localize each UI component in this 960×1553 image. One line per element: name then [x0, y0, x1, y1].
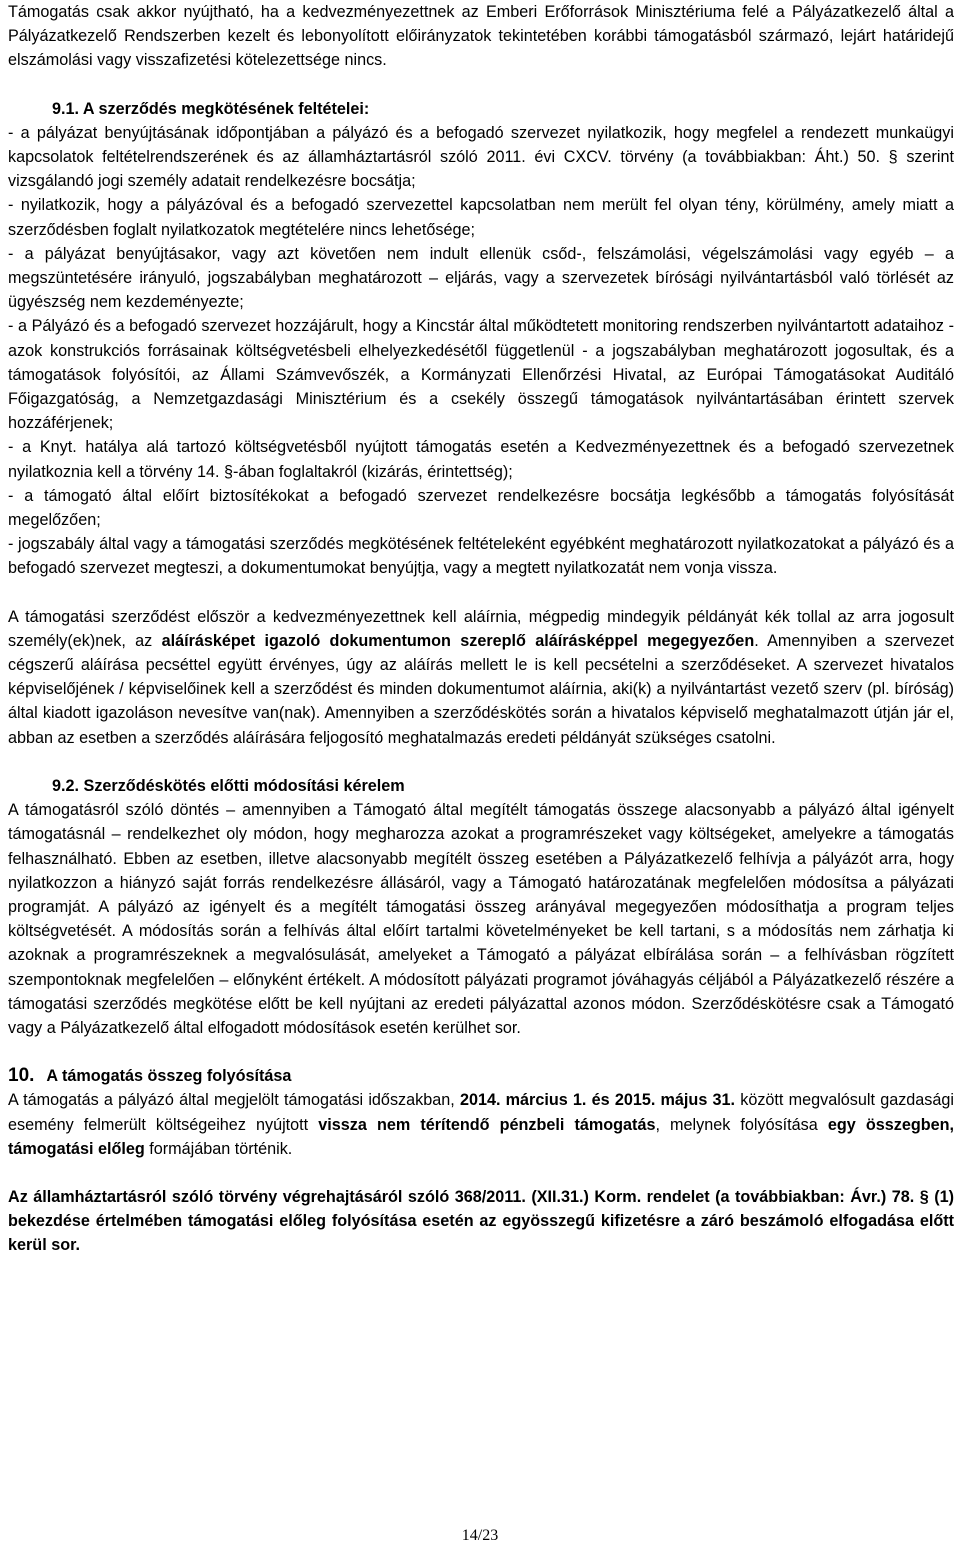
section-number: 9.1.: [52, 99, 80, 118]
section-title: Szerződéskötés előtti módosítási kérelem: [83, 776, 405, 795]
section-title: A szerződés megkötésének feltételei:: [82, 99, 370, 118]
condition-item: - a Knyt. hatálya alá tartozó költségvetésből nyújtott támogatás esetén a Kedvezményezettnek és a befogadó szervezetnek nyilatkoznia kell a törvény 14. §-ában foglaltakról (kizárás, érintettség);: [8, 438, 954, 481]
payment-form: egy összegben, támogatási előleg: [8, 1115, 954, 1158]
condition-item: - a pályázat benyújtásának időpontjában a pályázó és a befogadó szervezet nyilatkozik, hogy megfelel a rendezett munkaügyi kapcsolatok feltételrendszerének és az államháztartásról szóló 2011. évi CXCV. törvény (a továbbiakban: Áht.) 50. § szerint vizsgálandó jogi személy adatait rendelkezésre bocsátja;: [8, 123, 954, 191]
signature-requirement: aláírásképet igazoló dokumentumon szereplő aláírásképpel megegyezően: [161, 631, 755, 650]
grant-type: vissza nem térítendő pénzbeli támogatás: [318, 1115, 656, 1134]
condition-item: - nyilatkozik, hogy a pályázóval és a befogadó szervezettel kapcsolatban nem merült fel olyan tény, körülmény, amely miatt a szerződésben foglalt nyilatkozatok megtételére nincs lehetősége;: [8, 196, 954, 239]
section-10-heading: [8, 1064, 954, 1088]
condition-item: - jogszabály által vagy a támogatási szerződés megkötésének feltételeként egyébként meghatározott nyilatkozatokat a pályázó és a befogadó szervezet megteszi, a dokumentumokat benyújtja, vagy a megtett nyilatkozatát nem vonja vissza.: [8, 535, 954, 578]
section-number: 9.2.: [52, 776, 80, 795]
condition-item: - a pályázat benyújtásakor, vagy azt követően nem indult ellenük csőd-, felszámolási, végelszámolási vagy egyéb – a megszüntetésére irányuló, jogszabályban meghatározott – eljárás, vagy a szervezetek bírósági nyilvántartásból való törlését az ügyészség nem kezdeményezte;: [8, 244, 954, 312]
section-9-1-heading: [8, 97, 954, 121]
section-9-2-heading: [8, 774, 954, 798]
signing-paragraph: A támogatási szerződést először a kedvezményezettnek kell aláírnia, mégpedig mindegyik példányát kék tollal az arra jogosult személy(ek)nek, az aláírásképet igazoló dokumentumon szereplő aláírásképpel megegyezően. Amennyiben a szervezet cégszerű aláírása pecséttel együtt érvényes, úgy az aláírás mellett le is kell pecsételni a szerződéseket. A szervezet hivatalos képviselőjének / képviselőinek kell a szerződést és minden dokumentumot aláírnia, aki(k) a nyilvántartást vezető szerv (pl. bíróság) által kiadott igazoláson nevesítve van(nak). Amennyiben a szerződéskötés során a hivatalos képviselő meghatalmazott útján jár el, abban az esetben a szerződés aláírására feljogosító meghatalmazás eredeti példányát szükséges csatolni.: [8, 607, 955, 747]
modification-paragraph: A támogatásról szóló döntés – amennyiben a Támogató által megítélt támogatás összege alacsonyabb a pályázó által igényelt támogatásnál – rendelkezhet oly módon, hogy megharozza azokat a programrészeket vagy költségeket, amelyekre a támogatás felhasználható. Ebben az esetben, illetve alacsonyabb megítélt összeg esetében a Pályázatkezelő felhívja a pályázót arra, hogy nyilatkozzon a hiányzó saját forrás rendelkezésre állásáról, vagy a Támogató határozatának megfelelően módosítsa a pályázati programját. A pályázó az igényelt és a megítélt támogatási összeg arányával megegyezően módosíthatja a program teljes költségvetését. A módosítás során a felhívás által előírt tartalmi követelményeket be kell tartani, s a módosítás nem zárhatja ki azoknak a programrészeknek a megvalósulását, amelyeket a Támogató a pályázat elbírálása során – a felhívásban rögzített szempontoknak megfelelően – előnyként értékelt. A módosított pályázati programot jóváhagyás céljából a Pályázatkezelő részére a támogatási szerződés megkötése előtt be kell nyújtani az eredeti pályázattal azonos módon. Szerződéskötésre csak a Támogató vagy a Pályázatkezelő által elfogadott módosítások esetén kerülhet sor.: [8, 801, 954, 1037]
support-period: 2014. március 1. és 2015. május 31.: [459, 1091, 736, 1110]
condition-item: - a Pályázó és a befogadó szervezet hozzájárult, hogy a Kincstár által működtetett monitoring rendszerben nyilvántartott adataihoz - azok konstrukciós forrásainak költségvetésbeli elhelyezkedésétől függetlenül - a jogszabályban meghatározott jogosultak, és a támogatások folyósítói, az Állami Számvevőszék, a Kormányzati Ellenőrzési Hivatal, az Európai Támogatásokat Auditáló Főigazgatóság, a Nemzetgazdasági Minisztérium és a csekély összegű támogatások nyilvántartásában érintett szervek hozzáférjenek;: [8, 317, 954, 433]
page-number: 14/23: [461, 1527, 499, 1544]
section-number: 10.: [8, 1065, 35, 1087]
section-title: A támogatás összeg folyósítása: [46, 1067, 292, 1086]
regulation-paragraph: Az államháztartásról szóló törvény végrehajtásáról szóló 368/2011. (XII.31.) Korm. rendelet (a továbbiakban: Ávr.) 78. § (1) bekezdése értelmében támogatási előleg folyósítása esetén az egyösszegű kifizetésre a záró beszámoló elfogadása előtt kerül sor.: [8, 1187, 954, 1255]
document-page: [8, 0, 954, 1258]
disbursement-paragraph: A támogatás a pályázó által megjelölt támogatási időszakban, 2014. március 1. és 2015. május 31. között megvalósult gazdasági esemény felmerült költségeihez nyújtott vissza nem térítendő pénzbeli támogatás, melynek folyósítása egy összegben, támogatási előleg formájában történik.: [8, 1091, 954, 1158]
condition-item: - a támogató által előírt biztosítékokat a befogadó szervezet rendelkezésre bocsátja legkésőbb a támogatás folyósítását megelőzően;: [8, 486, 954, 530]
intro-paragraph: Támogatás csak akkor nyújtható, ha a kedvezményezettnek az Emberi Erőforrások Minisztériuma felé a Pályázatkezelő által a Pályázatkezelő Rendszerben kezelt és lebonyolított előirányzatok tekintetében korábbi támogatásból származó, lejárt határidejű elszámolási vagy visszafizetési kötelezettsége nincs.: [8, 3, 954, 70]
